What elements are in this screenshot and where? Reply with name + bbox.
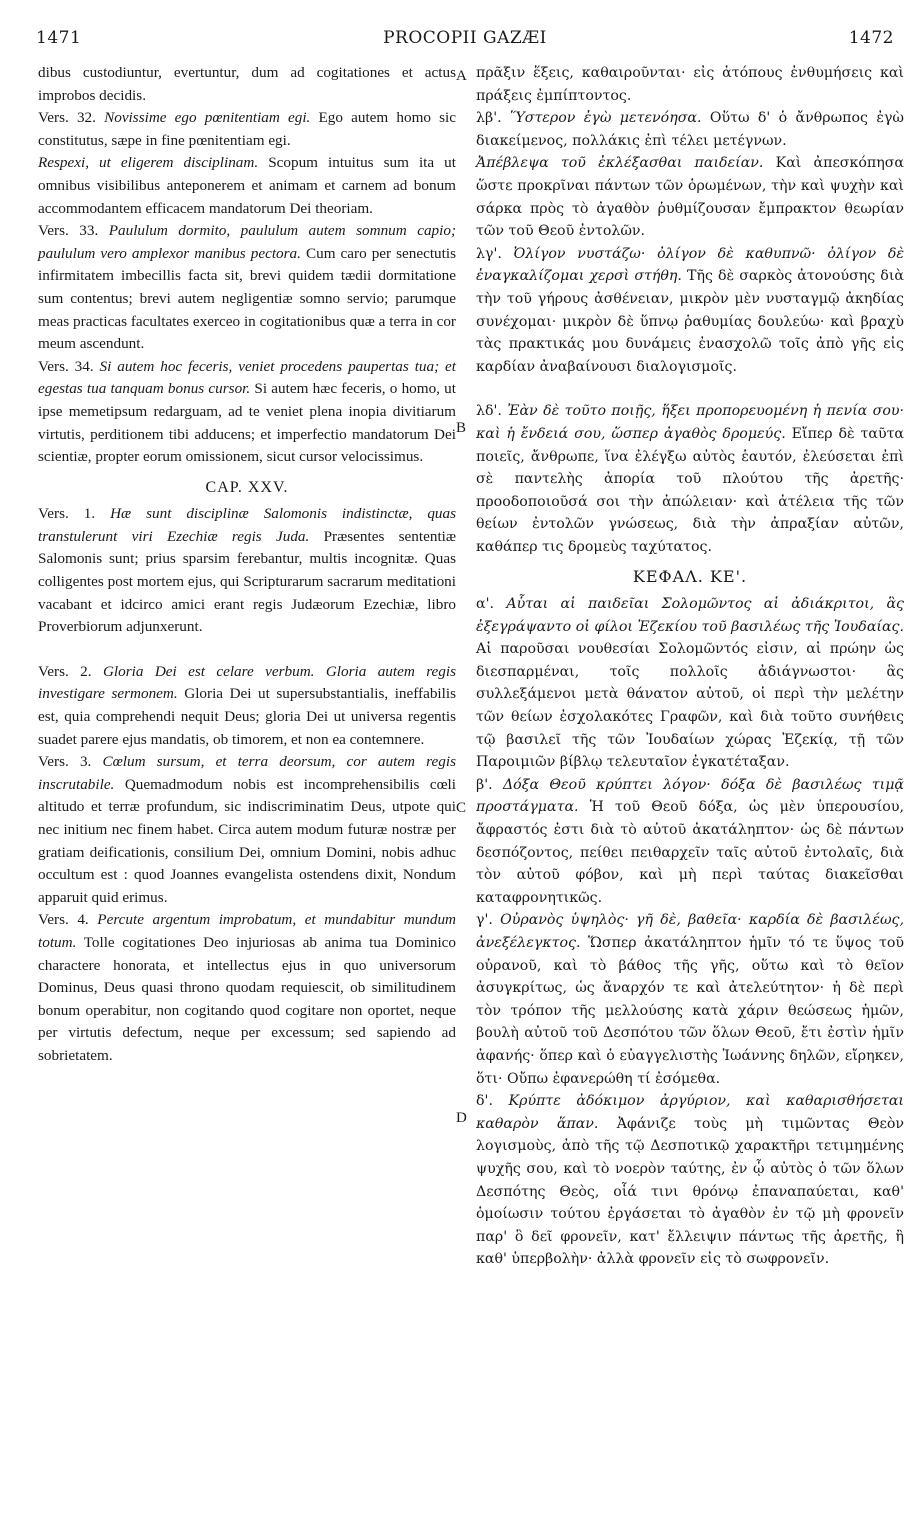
verse-commentary: Quemadmodum nobis est incomprehensibilis cœli altitudo et terræ profundum, sic indiscriminatim Deus, utpote qui nec initium nec finem habet. Circa autem modum futuræ nostræ per gratiam deificationis, consilium Dei, omnium Domini, nobis adhuc occultum est : quod Joannes evangelista ostendens dixit, Nondum apparuit quid erimus. [38,775,456,906]
greek-verse-1 [476,593,904,774]
greek-respexi [476,152,904,242]
verse-label: β'. [476,776,493,793]
greek-verse-32 [476,107,904,152]
verse-lemma: Hæ sunt disciplinæ Salomonis indistinctæ, quas transtulerunt viri Ezechiæ regis Juda. [38,505,457,545]
verse-lemma: Gloria Dei est celare verbum. Gloria autem regis investigare sermonem. [38,662,457,703]
verse-lemma: Κρύπτε ἀδόκιμον ἀργύριον, καὶ καθαρισθήσεται καθαρὸν ἅπαν. [476,1093,904,1132]
page-number-right: 1472 [848,28,894,48]
verse-lemma: Novissime ego pœnitentiam egi. [104,109,311,127]
verse-label: Vers. 32. [38,109,96,127]
greek-paragraph: πρᾶξιν ἕξεις, καθαιροῦνται· εἰς ἀτόπους ἐνθυμήσεις καὶ πράξεις ἐμπίπτοντος. [476,65,904,104]
latin-verse-34 [38,356,456,469]
latin-column [38,62,456,1068]
verse-lemma: Οὐρανὸς ὑψηλὸς· γῆ δὲ, βαθεῖα· καρδία δὲ βασιλέως, ἀνεξέλεγκτος. [476,912,904,951]
margin-marker-d: D [456,1110,467,1126]
latin-verse-3 [38,751,456,909]
latin-paragraph: dibus custodiuntur, evertuntur, dum ad cogitationes et actus improbos decidis. [38,64,456,104]
margin-marker-c: C [456,800,467,816]
verse-lemma: Paululum dormito, paululum autem somnum capio; paululum vero amplexor manibus pectora. [38,222,457,262]
chapter-title: CAP. XXV. [205,478,289,496]
greek-verse-33 [476,243,904,379]
verse-commentary: Αἱ παροῦσαι νουθεσίαι Σολομῶντός εἰσιν, αἱ πρώην ὡς διεσπαρμέναι, τοῖς πολλοῖς ἀδιάγνωστοι· ἃς συλλεξάμενοι μετὰ θάνατον αὐτοῦ, οἱ περὶ τὴν μελέτην τῶν θείων ἐσχολακότες Γραφῶν, καὶ διὰ τοῦτο συνήθεις τῷ βασιλεῖ τῆς τῶν Ἰουδαίων χώρας Ἐζεκίᾳ, τῇ τῶν Παροιμιῶν βίβλῳ τελευταῖον ἐγκατέταξαν. [476,641,904,771]
verse-commentary: Tolle cogitationes Deo injuriosas ab anima tua Dominico charactere honorata, et intellectus ejus in quo universorum Dominus, Deus quasi throno quodam requiescit, ob similitudinem bonum operabitur, non cogitando quod cogitare non oportet, neque per virtutis defectum, neque per excessum; sed sapiendo ad sobrietatem. [38,933,456,1064]
verse-label: Vers. 1. [38,505,96,523]
verse-lemma: Ἀπέβλεψα τοῦ ἐκλέξασθαι παιδείαν. [476,155,764,172]
verse-lemma: Percute argentum improbatum, et mundabitur mundum totum. [38,911,457,951]
verse-commentary: Τῆς δὲ σαρκὸς ἀτονούσης διὰ τὴν τοῦ γήρους ἀσθένειαν, μικρὸν μὲν νυσταγμῷ ἀκηδίας συνέχομαι· μικρὸν δὲ ὕπνῳ ῥαθυμίας δουλεύω· καὶ βραχὺ τὰς πρακτικάς μου δυνάμεις ἐνασχολῶ τοῖς ἀπὸ γῆς εἰς καρδίαν ἀναβαίνουσι διαλογισμοῖς. [476,268,904,375]
verse-label: Vers. 4. [38,911,89,929]
page-header [36,28,894,60]
greek-column [476,62,904,1271]
verse-lemma: Respexi, ut eligerem disciplinam. [38,154,259,172]
verse-label: λγ'. [476,245,502,262]
verse-label: Vers. 34. [38,357,94,375]
verse-commentary: Gloria Dei ut supersubstantialis, ineffabilis est, quia comprehendi nequit Deus; gloria Dei ut universa regentis suadet parere ejus mandatis, ob timorem, et non ea contemnere. [38,685,457,748]
verse-commentary: Ego autem homo sic constitutus, sæpe in fine pœnitentiam egi. [38,109,457,149]
verse-label: Vers. 33. [38,222,99,240]
chapter-title-greek: ΚΕΦΑΛ. ΚΕ'. [632,567,748,587]
verse-lemma: Ἐὰν δὲ τοῦτο ποιῇς, ἥξει προπορευομένη ἡ πενία σου· καὶ ἡ ἔνδειά σου, ὥσπερ ἀγαθὸς δρομεύς. [476,403,904,442]
verse-lemma: Ὕστερον ἐγὼ μετενόησα. [509,110,702,127]
verse-label: α'. [476,596,494,613]
verse-commentary: Οὕτω δ' ὁ ἄνθρωπος ἐγὼ διακείμενος, πολλάκις ἐπὶ τέλει μετέγνων. [476,110,904,149]
verse-lemma: Cœlum sursum, et terra deorsum, cor autem regis inscrutabile. [38,753,456,793]
verse-label: δ'. [476,1093,493,1110]
verse-commentary: Si autem hæc feceris, o homo, ut ipse memetipsum redarguam, ad te veniet plena inopia divitiarum virtutis, perditionem tibi adducens; et imperfectio mandatorum Dei scientiæ, propter eorum omissionem, sicut cursor velocissimus. [38,380,456,466]
verse-label: γ'. [476,912,493,929]
verse-commentary: Εἴπερ δὲ ταῦτα ποιεῖς, ἄνθρωπε, ἵνα ἐλέγξω αὐτὸς ἑαυτόν, ἐλεύσεται ἐπὶ σὲ παντελὴς ἀπορία τοῦ πλούτου τῆς ἀρετῆς· προοδοποιοῦσά σοι τὴν ἀπώλειαν· καὶ ἀτέλεια τῆς τῶν θείων ἐντολῶν γνώσεως, διὰ τὴν ἀπραξίαν αὐτῶν, καθάπερ τις δρομεὺς ταχύτατος. [476,425,905,555]
verse-label: Vers. 2. [38,662,92,680]
verse-label: Vers. 3. [38,753,92,771]
verse-commentary: Ὥσπερ ἀκατάληπτον ἡμῖν τό τε ὕψος τοῦ οὐρανοῦ, καὶ τὸ βάθος τῆς γῆς, οὕτω καὶ τὸ θεῖον ἀσυγκρίτως, ὡς ἄναρχόν τε καὶ ἀτελεύτητον· ἡ δὲ περὶ τὸν τρόπον τῆς μελλούσης κατὰ χάριν θεώσεως ἡμῶν, βουλὴ αὐτοῦ τοῦ Δεσπότου τῶν ὅλων Θεοῦ, ἔτι ἐστὶν ἡμῖν ἀφανής· ὅπερ καὶ ὁ εὐαγγελιστὴς Ἰωάννης δηλῶν, εἴρηκεν, ὅτι· Οὔπω ἐφανερώθη τί ἐσόμεθα. [476,934,904,1087]
verse-commentary: Ἀφάνιζε τοὺς μὴ τιμῶντας Θεὸν λογισμοὺς, ἀπὸ τῆς τῷ Δεσποτικῷ χαρακτῆρι τετιμημένης ψυχῆς σου, καὶ τὸ νοερὸν ταύτης, ἐν ᾧ αὐτὸς ὁ τῶν ὅλων Δεσπότης Θεὸς, οἷά τινι θρόνῳ ἐπαναπαύεται, καθ' ὁμοίωσιν τούτου ἐργάσεται τὸ ἀγαθὸν ἐν τῷ μὴ φρονεῖν παρ' ὃ δεῖ φρονεῖν, κατ' ἔλλειψιν πάντως τῆς ἀρετῆς, ἢ καθ' ὑπερβολὴν· ἀλλὰ φρονεῖν εἰς τὸ σωφρονεῖν. [476,1115,904,1268]
margin-marker-b: B [456,420,467,436]
margin-marker-a: A [456,68,467,84]
running-title: PROCOPII GAZÆI [383,28,547,48]
greek-verse-3 [476,909,904,1090]
verse-lemma: Αὗται αἱ παιδεῖαι Σολομῶντος αἱ ἀδιάκριτοι, ἃς ἐξεγράψαντο οἱ φίλοι Ἐζεκίου τοῦ βασιλέως τῆς Ἰουδαίας. [476,596,905,635]
verse-lemma: Ὀλίγον νυστάζω· ὀλίγον δὲ καθυπνῶ· ὀλίγον δὲ ἐναγκαλίζομαι χερσὶ στήθη. [476,245,904,285]
latin-verse-32 [38,107,456,152]
latin-verse-33 [38,220,456,356]
latin-verse-4 [38,909,456,1067]
greek-verse-4 [476,1090,904,1271]
verse-commentary: Præsentes sententiæ Salomonis sunt; prius sparsim ferebantur, multis incognitæ. Quas colligentes post mortem ejus, qui Scripturarum sacrarum meditationi vacabant et idcirco amici erant regis Judæorum Ezechiæ, libro Proverbiorum adjunxerunt. [38,527,457,636]
verse-commentary: Cum caro per senectutis infirmitatem imbecillis facta sit, brevi quidem tædii dormitatione sum contentus; brevi autem negligentiæ somno servio; parumque meas practicas facultates exerceo in cogitationibus quæ a terra in cor meum ascendunt. [38,244,457,353]
latin-respexi [38,152,456,220]
verse-lemma: Δόξα Θεοῦ κρύπτει λόγον· δόξα δὲ βασιλέως τιμᾷ προστάγματα. [476,776,904,816]
latin-verse-1 [38,503,456,639]
verse-label: λβ'. [476,110,502,127]
page-number-left: 1471 [36,28,82,48]
greek-verse-2 [476,774,904,910]
greek-verse-34 [476,400,904,558]
verse-lemma: Si autem hoc feceris, veniet procedens paupertas tua; et egestas tua tanquam bonus cursor. [38,357,456,398]
latin-verse-2 [38,661,456,751]
verse-commentary: Ἡ τοῦ Θεοῦ δόξα, ὡς μὲν ὑπερουσίου, ἄφραστός ἐστι διὰ τὸ αὐτοῦ ἀκατάληπτον· ὡς δὲ πάντων δεσπόζοντος, πείθει πειθαρχεῖν ταῖς αὐτοῦ ἐντολαῖς, διὰ τὸν αὐτοῦ φόβον, καὶ μὴ περὶ ταύτας διακεῖσθαι καταφρονητικῶς. [476,799,904,906]
verse-commentary: Καὶ ἀπεσκόπησα ὥστε προκρῖναι πάντων τῶν ὁρωμένων, τὴν καὶ ψυχὴν καὶ σάρκα πρὸς τὸ ἀγαθὸν ῥυθμίζουσαν ἔμπρακτον θεωρίαν τῶν τοῦ Θεοῦ ἐντολῶν. [476,155,904,240]
verse-label: λδ'. [476,403,502,420]
verse-commentary: Scopum intuitus sum ita ut omnibus visibilibus anteponerem et animam et carnem ad bonum accommodantem efficacem mandatorum Dei theoriam. [38,154,456,217]
